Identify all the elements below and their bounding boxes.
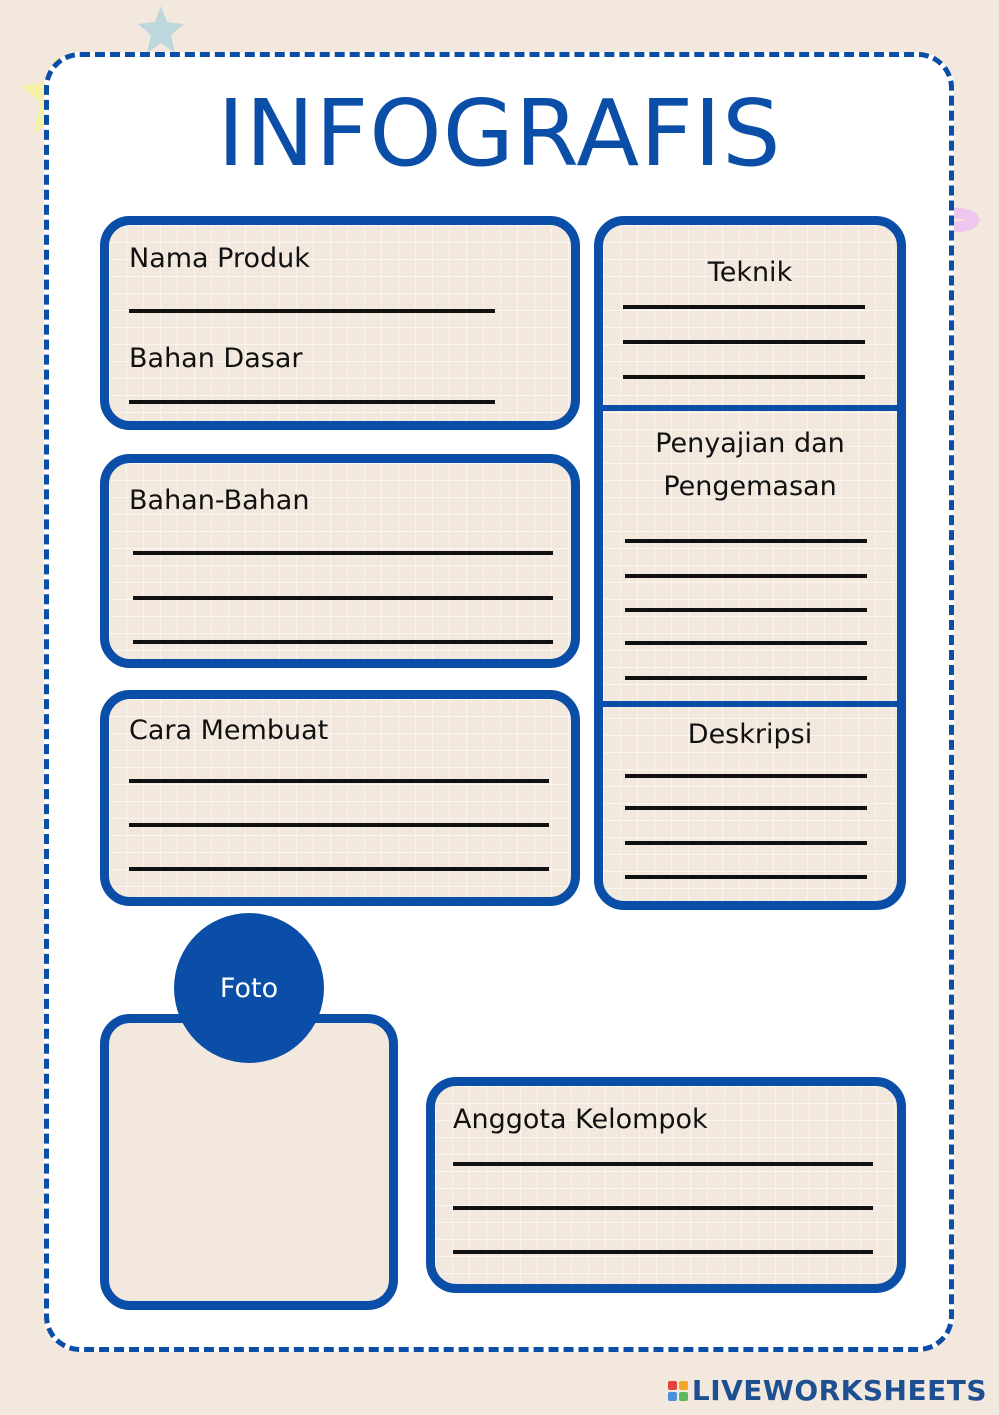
nama-produk-line[interactable] (129, 309, 495, 313)
nama-produk-label: Nama Produk (129, 243, 310, 274)
penyajian-line[interactable] (625, 608, 867, 612)
cara-membuat-line[interactable] (129, 867, 549, 871)
teknik-label: Teknik (707, 257, 793, 288)
anggota-kelompok-line[interactable] (453, 1162, 873, 1166)
liveworksheets-icon (668, 1381, 688, 1401)
deskripsi-line[interactable] (625, 806, 867, 810)
anggota-kelompok-label: Anggota Kelompok (453, 1104, 708, 1135)
foto-badge (174, 913, 324, 1063)
bahan-dasar-label: Bahan Dasar (129, 343, 303, 374)
cara-membuat-label: Cara Membuat (129, 715, 329, 746)
bahan-bahan-card (100, 454, 580, 668)
deskripsi-line[interactable] (625, 875, 867, 879)
bahan-bahan-line[interactable] (133, 551, 553, 555)
deskripsi-label: Deskripsi (687, 719, 813, 750)
penyajian-line[interactable] (625, 641, 867, 645)
bahan-bahan-line[interactable] (133, 596, 553, 600)
penyajian-label-line1: Penyajian dan (655, 428, 845, 459)
product-info-card (100, 216, 580, 430)
cara-membuat-card (100, 690, 580, 906)
cara-membuat-line[interactable] (129, 823, 549, 827)
deskripsi-line[interactable] (625, 774, 867, 778)
section-divider (603, 701, 897, 707)
foto-label: Foto (219, 972, 279, 1004)
brand-text: LIVEWORKSHEETS (691, 1374, 987, 1407)
penyajian-line[interactable] (625, 539, 867, 543)
bahan-dasar-line[interactable] (129, 400, 495, 404)
page-title: INFOGRAFIS (217, 80, 782, 187)
anggota-kelompok-card (426, 1077, 906, 1293)
teal-star-icon (136, 4, 186, 56)
bahan-bahan-line[interactable] (133, 640, 553, 644)
section-divider (603, 405, 897, 411)
deskripsi-line[interactable] (625, 841, 867, 845)
right-column-card (594, 216, 906, 910)
liveworksheets-logo (668, 1374, 987, 1407)
teknik-line[interactable] (623, 305, 865, 309)
bahan-bahan-label: Bahan-Bahan (129, 485, 310, 516)
penyajian-line[interactable] (625, 676, 867, 680)
penyajian-label-line2: Pengemasan (663, 471, 837, 502)
teknik-line[interactable] (623, 340, 865, 344)
teknik-line[interactable] (623, 375, 865, 379)
anggota-kelompok-line[interactable] (453, 1250, 873, 1254)
cara-membuat-line[interactable] (129, 779, 549, 783)
penyajian-line[interactable] (625, 574, 867, 578)
anggota-kelompok-line[interactable] (453, 1206, 873, 1210)
